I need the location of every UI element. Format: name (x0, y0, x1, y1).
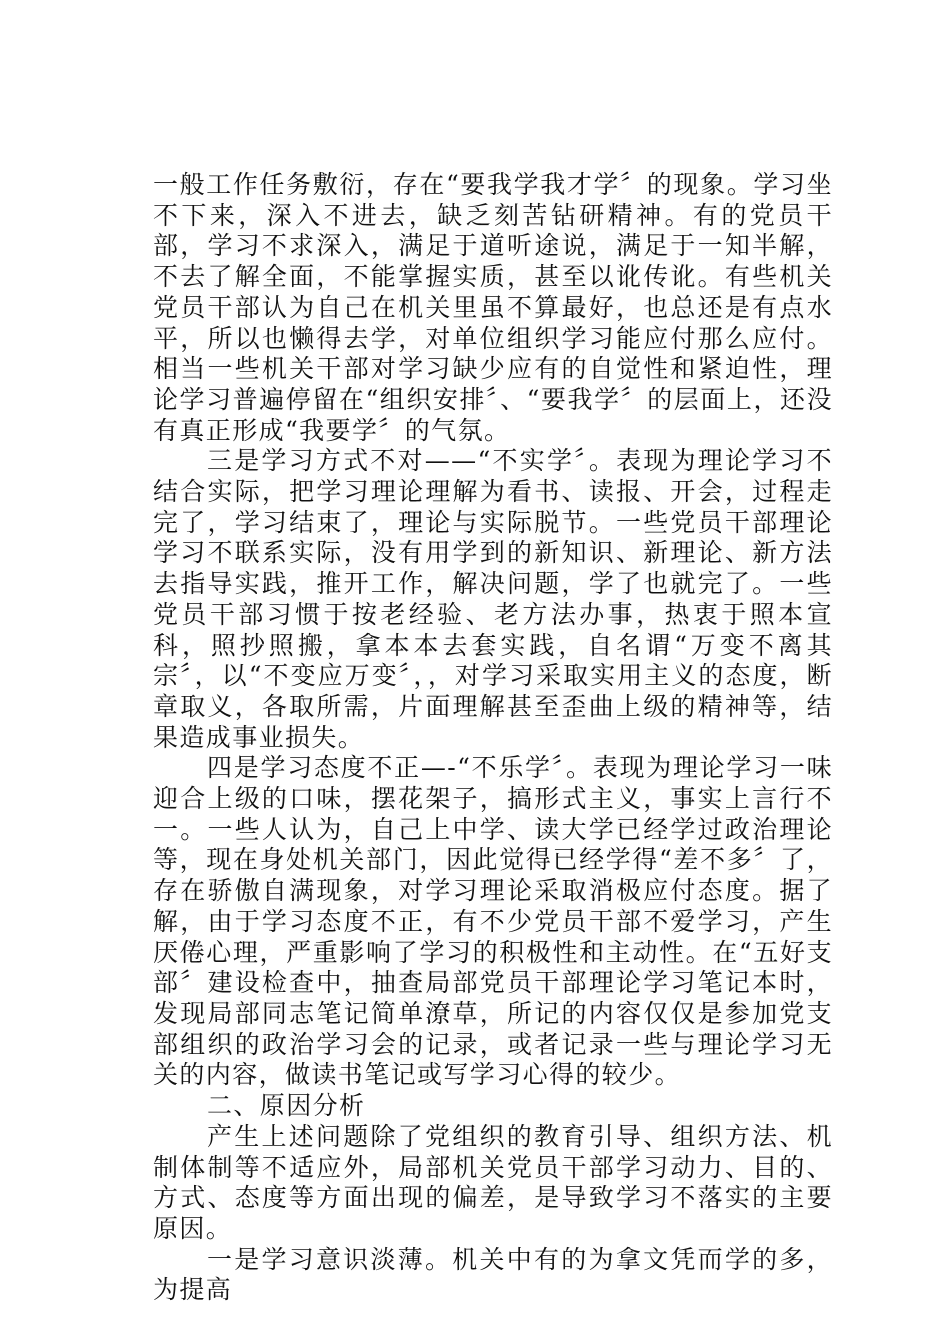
section-heading-cause-analysis: 二、原因分析 (207, 1091, 366, 1121)
paragraph-fourth-point: 四是学习态度不正—-“不乐学〞。表现为理论学习一味迎合上级的口味，摆花架子，搞形式主义，事实上言行不一。一些人认为，自己上中学、读大学已经学过政治理论等，现在身处机关部门，因此觉得已经学得“差不多〞了，存在骄傲自满现象，对学习理论采取消极应付态度。据了解，由于学习态度不正，有不少党员干部不爱学习，产生厌倦心理，严重影响了学习的积极性和主动性。在“五好支部〞建设检查中，抽查局部党员干部理论学习笔记本时，发现局部同志笔记简单潦草，所记的内容仅仅是参加党支部组织的政治学习会的记录，或者记录一些与理论学习无关的内容，做读书笔记或写学习心得的较少。 (153, 753, 833, 1090)
document-body (153, 170, 833, 1306)
paragraph-cause-intro: 产生上述问题除了党组织的教育引导、组织方法、机制体制等不适应外，局部机关党员干部学习动力、目的、方式、态度等方面出现的偏差，是导致学习不落实的主要原因。 (153, 1121, 833, 1243)
paragraph-third-point: 三是学习方式不对——“不实学〞。表现为理论学习不结合实际，把学习理论理解为看书、读报、开会，过程走完了，学习结束了，理论与实际脱节。一些党员干部理论学习不联系实际，没有用学到的新知识、新理论、新方法去指导实践，推开工作，解决问题，学了也就完了。一些党员干部习惯于按老经验、老方法办事，热衷于照本宣科，照抄照搬，拿本本去套实践，自名谓“万变不离其宗〞，以“不变应万变〞，，对学习采取实用主义的态度，断章取义，各取所需，片面理解甚至歪曲上级的精神等，结果造成事业损失。 (153, 446, 833, 752)
paragraph-first-cause: 一是学习意识淡薄。机关中有的为拿文凭而学的多，为提高 (153, 1244, 833, 1305)
paragraph-continuation: 一般工作任务敷衍，存在“要我学我才学〞的现象。学习坐不下来，深入不进去，缺乏刻苦钻研精神。有的党员干部，学习不求深入，满足于道听途说，满足于一知半解，不去了解全面，不能掌握实质，甚至以讹传讹。有些机关党员干部认为自己在机关里虽不算最好，也总还是有点水平，所以也懒得去学，对单位组织学习能应付那么应付。相当一些机关干部对学习缺少应有的自觉性和紧迫性，理论学习普遍停留在“组织安排〞、“要我学〞的层面上，还没有真正形成“我要学〞的气氛。 (153, 170, 833, 445)
